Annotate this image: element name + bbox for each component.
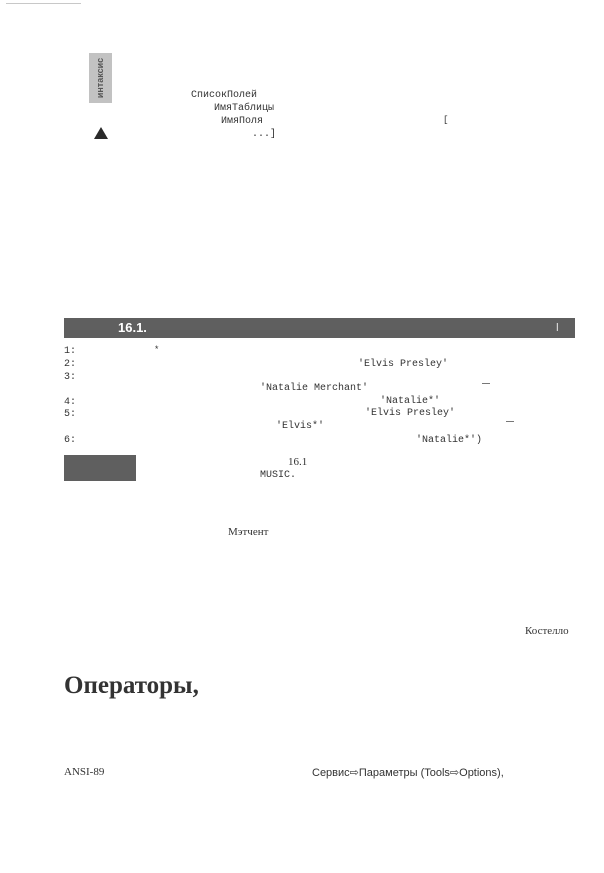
code-line-6: 'Natalie*') [416,435,483,446]
syntax-field-name: ИмяПоля [221,116,264,127]
menu-path: Сервис⇨Параметры (Tools⇨Options), [312,767,504,779]
syntax-field-list: СписокПолей [191,90,258,101]
line-number-2: 2: [64,359,77,370]
code-line-5b: 'Elvis*' [276,421,325,432]
code-line-5a: 'Elvis Presley' [365,408,456,419]
sidebar-tab-label: интаксис [95,57,106,99]
dash-mark [506,421,514,422]
line-number-4: 4: [64,397,77,408]
line-number-3: 3: [64,372,77,383]
line-number-1: 1: [64,346,77,357]
dash-mark [482,383,490,384]
body-word-matchent: Мэтчент [228,526,269,538]
triangle-icon [94,127,108,139]
sidebar-syntax-tab [89,53,112,103]
code-line-2: 'Elvis Presley' [358,359,449,370]
ansi-label: ANSI-89 [64,766,105,778]
code-line-1: * [154,345,160,355]
line-number-5: 5: [64,409,77,420]
code-line-4: 'Natalie*' [380,396,441,407]
listing-title: 16.1. [118,320,147,335]
body-word-costello: Костелло [525,625,569,637]
caption-ref: 16.1 [288,456,308,468]
syntax-table-name: ИмяТаблицы [214,103,275,114]
syntax-ellipsis: ...] [252,129,277,140]
code-line-3: 'Natalie Merchant' [260,383,369,394]
note-box [64,455,136,481]
line-number-6: 6: [64,435,77,446]
listing-header [64,318,575,338]
syntax-bracket: [ [443,115,449,125]
listing-mark: Ⅰ [555,322,559,334]
caption-table: MUSIC. [260,470,297,481]
section-heading: Операторы, [64,672,199,699]
top-rule [6,3,81,4]
